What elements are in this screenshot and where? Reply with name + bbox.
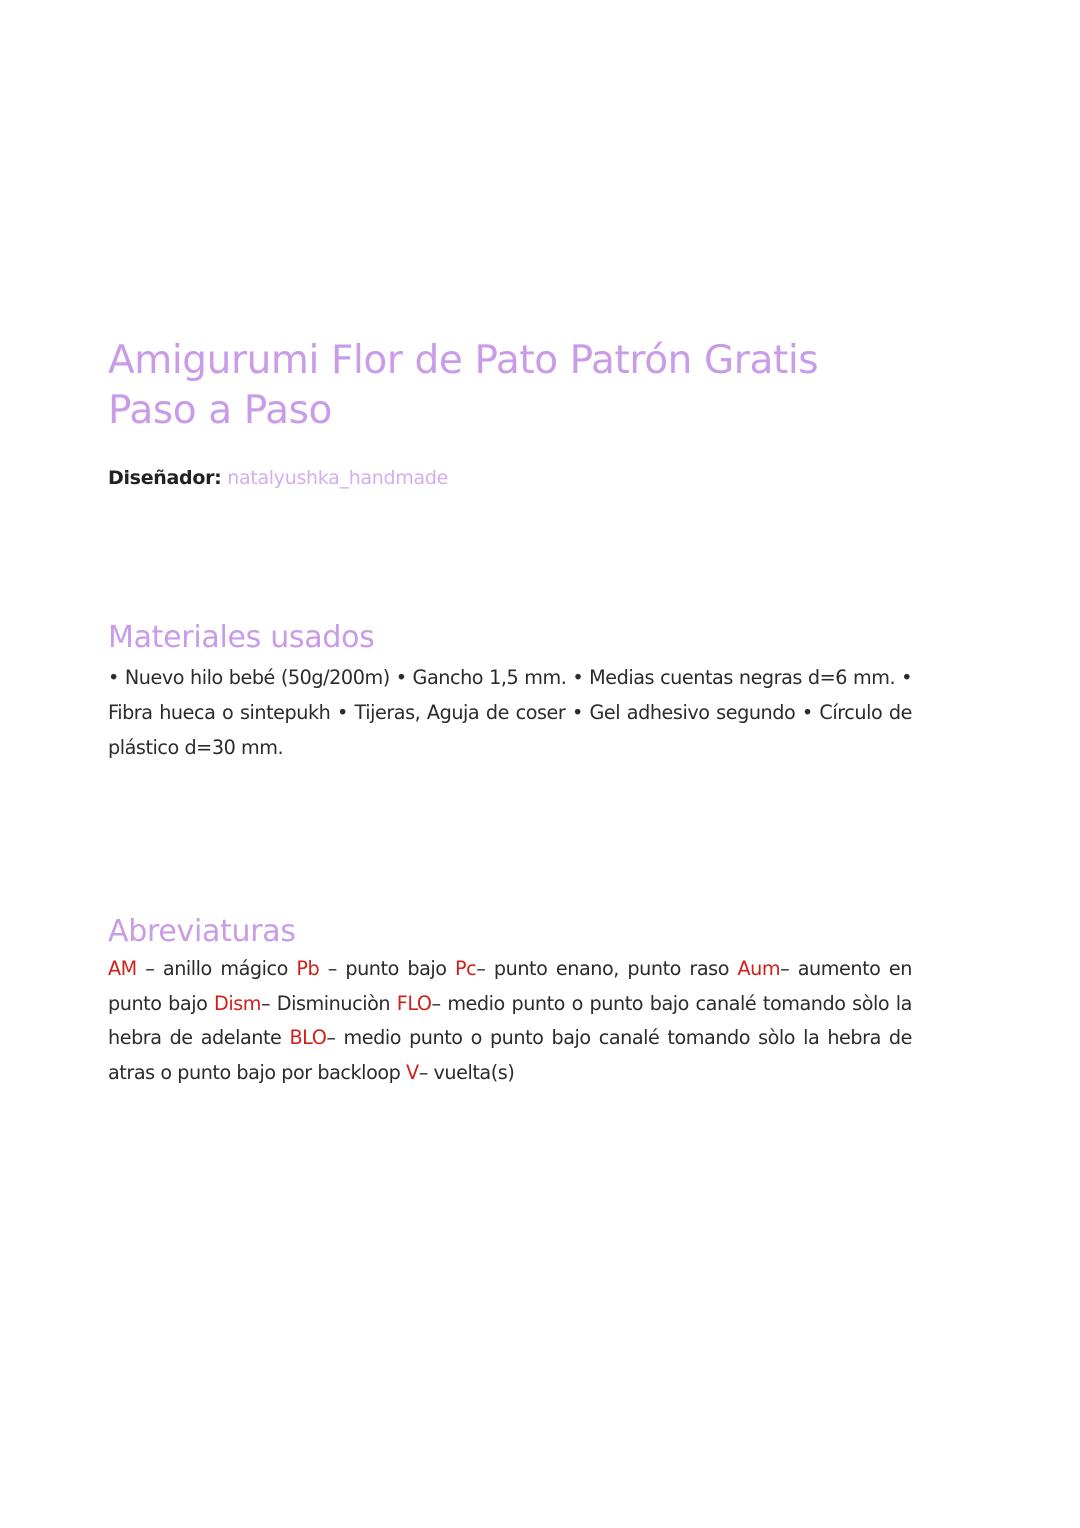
- abbr-term: Pc: [455, 957, 477, 980]
- abbr-term: FLO: [396, 991, 432, 1015]
- abbr-term: Pb: [296, 957, 320, 980]
- abbr-desc: – Disminuciòn: [261, 991, 397, 1015]
- abbr-desc: – aumento en punto bajo: [108, 957, 912, 1015]
- abbr-desc: – anillo mágico: [136, 957, 297, 980]
- abbr-term: AM: [108, 957, 137, 980]
- abbreviations-paragraph: [108, 952, 912, 1090]
- abbr-desc: – medio punto o punto bajo canalé tomando sòlo la hebra de adelante: [108, 991, 912, 1049]
- abbr-desc: – medio punto o punto bajo canalé tomando sòlo la hebra de atras o punto bajo por backloop: [108, 1026, 913, 1084]
- page-title: Amigurumi Flor de Pato Patrón Gratis Paso a Paso: [108, 338, 819, 433]
- materials-heading: Materiales usados: [108, 620, 375, 655]
- materials-list: • Nuevo hilo bebé (50g/200m) • Gancho 1,5 mm. • Medias cuentas negras d=6 mm. • Fibra hueca o sintepukh • Tijeras, Aguja de coser • Gel adhesivo segundo • Círculo de plástico d=30 mm.: [108, 666, 912, 759]
- designer-label: Diseñador:: [108, 467, 222, 489]
- designer-line: [108, 464, 448, 492]
- abbr-term: Dism: [214, 991, 262, 1015]
- abbr-term: V: [406, 1060, 419, 1084]
- abbr-term: BLO: [289, 1026, 327, 1049]
- abbr-desc: – punto enano, punto raso: [476, 957, 738, 980]
- abbreviations-heading: Abreviaturas: [108, 914, 296, 949]
- abbr-term: Aum: [737, 957, 781, 980]
- abbr-desc: – vuelta(s): [418, 1060, 515, 1084]
- abbr-desc: – punto bajo: [319, 957, 456, 980]
- designer-link[interactable]: natalyushka_handmade: [227, 467, 448, 489]
